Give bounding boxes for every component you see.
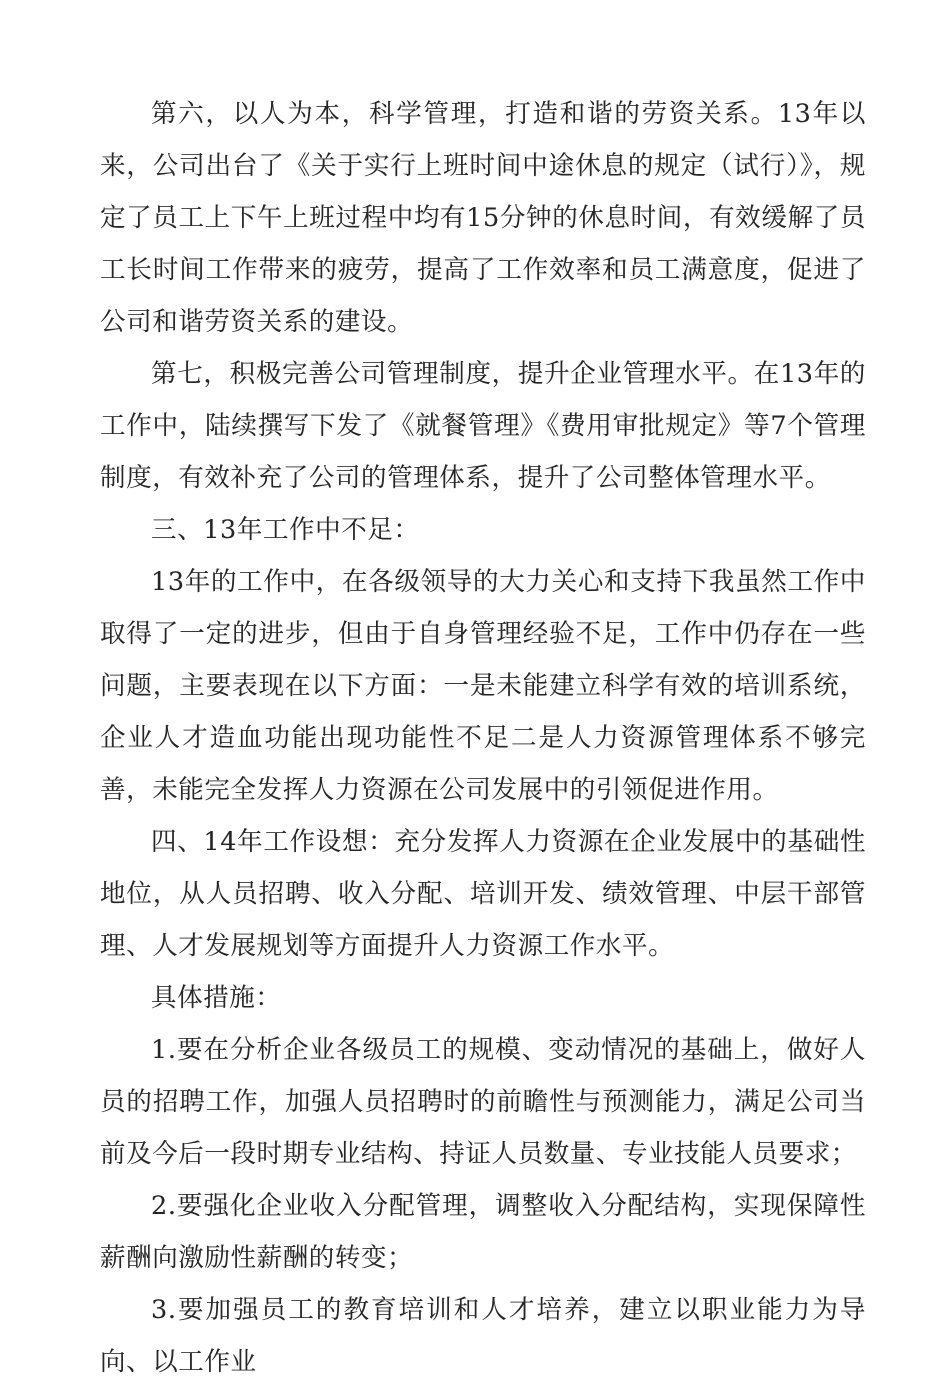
paragraph-shortcomings: 13年的工作中，在各级领导的大力关心和支持下我虽然工作中取得了一定的进步，但由于自身管理经验不足，工作中仍存在一些问题，主要表现在以下方面：一是未能建立科学有效的培训系统，企业人才造血功能出现功能性不足二是人力资源管理体系不够完善，未能完全发挥人力资源在公司发展中的引领促进作用。 [100,567,866,805]
label-specific-measures: 具体措施： [151,983,282,1013]
paragraph-measure-2: 2.要强化企业收入分配管理，调整收入分配结构，实现保障性薪酬向激励性薪酬的转变； [100,1191,866,1273]
paragraph-measure-1: 1.要在分析企业各级员工的规模、变动情况的基础上，做好人员的招聘工作，加强人员招聘时的前瞻性与预测能力，满足公司当前及今后一段时期专业结构、持证人员数量、专业技能人员要求； [100,1035,866,1169]
paragraph-point-seven: 第七，积极完善公司管理制度，提升企业管理水平。在13年的工作中，陆续撰写下发了《就餐管理》《费用审批规定》等7个管理制度，有效补充了公司的管理体系，提升了公司整体管理水平。 [100,359,866,493]
paragraph-point-six: 第六，以人为本，科学管理，打造和谐的劳资关系。13年以来，公司出台了《关于实行上班时间中途休息的规定（试行）》，规定了员工上下午上班过程中均有15分钟的休息时间，有效缓解了员工长时间工作带来的疲劳，提高了工作效率和员工满意度，促进了公司和谐劳资关系的建设。 [100,99,866,337]
heading-section-three: 三、13年工作中不足： [151,515,420,545]
document-text-column [100,88,866,1388]
paragraph-measure-3: 3.要加强员工的教育培训和人才培养，建立以职业能力为导向、以工作业 [100,1295,866,1377]
heading-section-four: 四、14年工作设想：充分发挥人力资源在企业发展中的基础性地位，从人员招聘、收入分配、培训开发、绩效管理、中层干部管理、人才发展规划等方面提升人力资源工作水平。 [100,827,866,961]
